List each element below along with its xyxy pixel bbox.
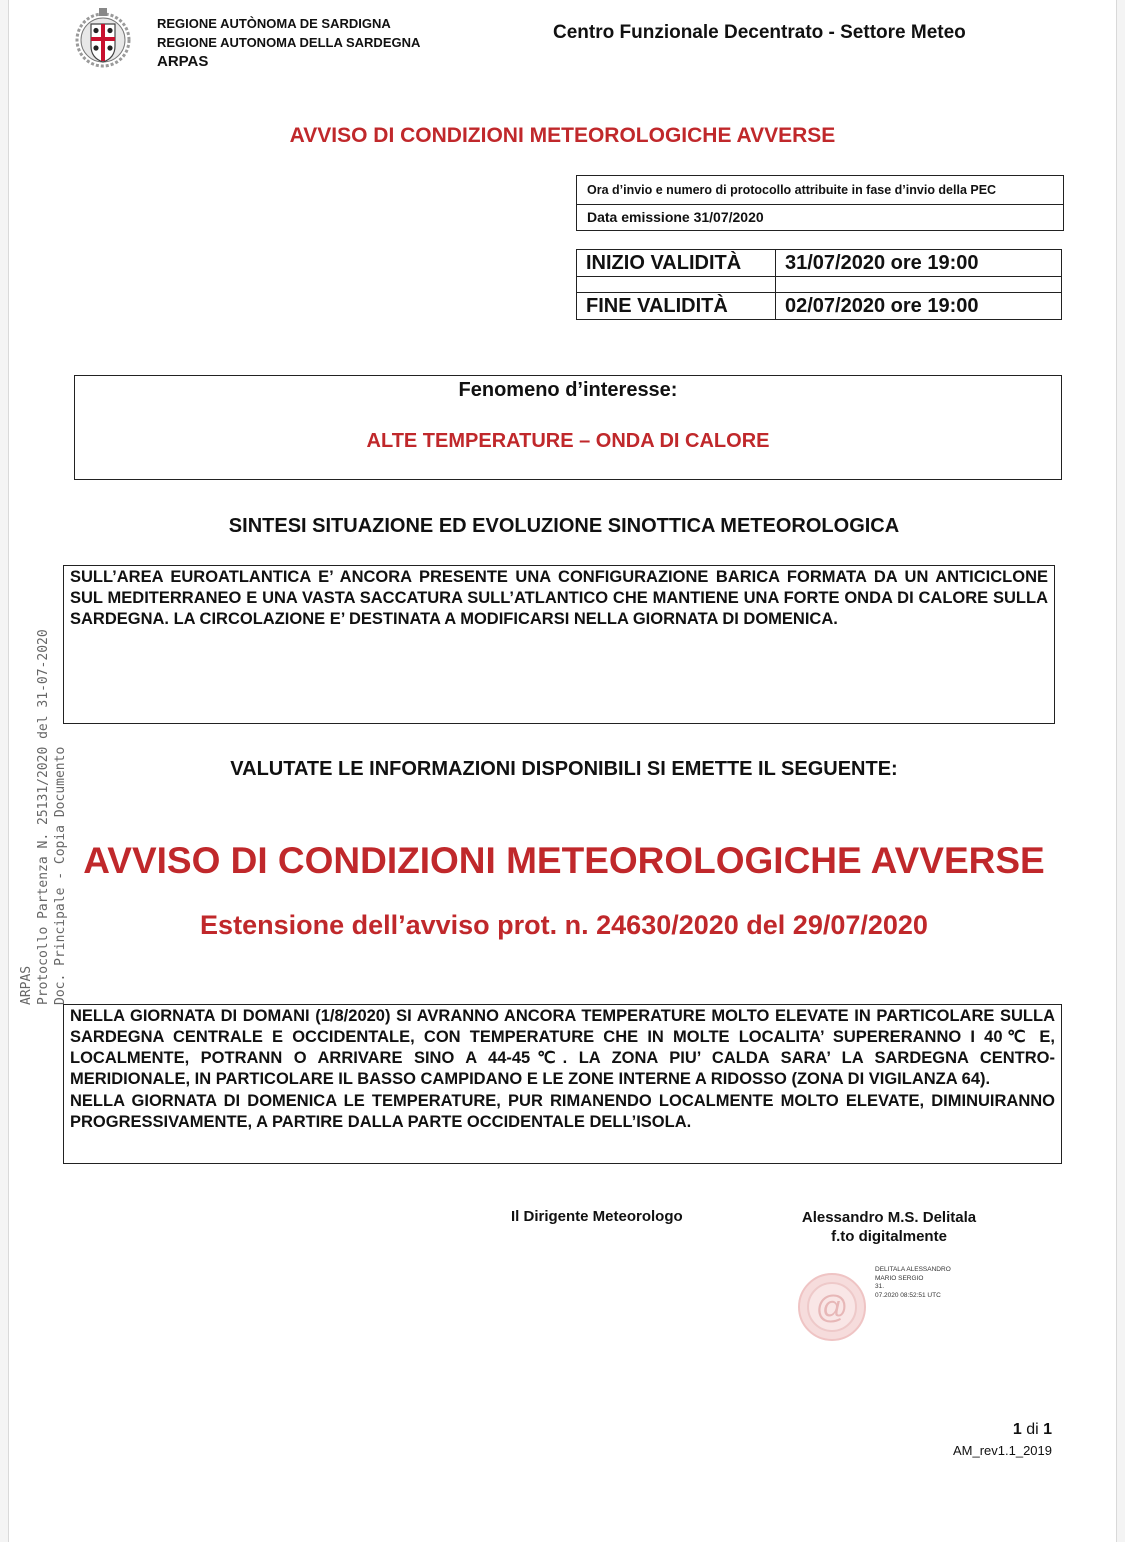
validity-end-row: [577, 293, 1062, 320]
page-number: [900, 1421, 1052, 1439]
digital-signature-line: 07.2020 08:52:51 UTC: [875, 1291, 941, 1299]
validity-start-value: 31/07/2020 ore 19:00: [776, 250, 1062, 277]
fenomeno-value: ALTE TEMPERATURE – ONDA DI CALORE: [366, 430, 770, 452]
validity-table: [576, 249, 1062, 320]
signer-note: f.to digitalmente: [831, 1228, 947, 1245]
stamp-line-2: Protocollo Partenza N. 25131/2020 del 31-07-2020: [36, 629, 51, 1005]
digital-signature-details: [875, 1266, 951, 1300]
validity-start-row: [577, 250, 1062, 277]
validity-spacer-cell: [776, 277, 1062, 293]
digital-signature-seal-icon: [797, 1272, 867, 1342]
avviso-box: [63, 1004, 1062, 1164]
org-line-italian: REGIONE AUTONOMA DELLA SARDEGNA: [157, 35, 421, 50]
sintesi-heading: SINTESI SITUAZIONE ED EVOLUZIONE SINOTTICA METEOROLOGICA: [228, 515, 900, 537]
sintesi-text: SULL’AREA EUROATLANTICA E’ ANCORA PRESENTE UNA CONFIGURAZIONE BARICA FORMATA DA UN ANTICICLONE SUL MEDITERRANEO E UNA VASTA SACCATURA SULL’ATLANTICO CHE MANTIENE UNA FORTE ONDA DI CALORE SULLA SARDEGNA. LA CIRCOLAZIONE E’ DESTINATA A MODIFICARSI NELLA GIORNATA DI DOMENICA.: [70, 568, 1048, 628]
avviso-paragraph-1: NELLA GIORNATA DI DOMANI (1/8/2020) SI AVRANNO ANCORA TEMPERATURE MOLTO ELEVATE IN PARTICOLARE SULLA SARDEGNA CENTRALE E OCCIDENTALE, CON TEMPERATURE CHE IN MOLTE LOCALITA’ SUPERERANNO I 40℃ E, LOCALMENTE, POTRANN O ARRIVARE SINO A 44-45℃. LA ZONA PIU’ CALDA SARA’ LA SARDEGNA CENTRO-MERIDIONALE, IN PARTICOLARE IL BASSO CAMPIDANO E LE ZONE INTERNE A RIDOSSO (ZONA DI VIGILANZA 64).: [70, 1007, 1055, 1088]
centro-funzionale-title: Centro Funzionale Decentrato - Settore Meteo: [553, 22, 966, 43]
avviso-paragraph-2: NELLA GIORNATA DI DOMENICA LE TEMPERATURE, PUR RIMANENDO LOCALMENTE MOLTO ELEVATE, DIMINUIRANNO PROGRESSIVAMENTE, A PARTIRE DALLA PARTE OCCIDENTALE DELL’ISOLA.: [70, 1092, 1055, 1131]
protocol-side-stamp: [18, 629, 69, 1005]
revision-code: AM_rev1.1_2019: [952, 1443, 1052, 1458]
stamp-line-1: ARPAS: [19, 965, 34, 1005]
validity-spacer-row: [577, 277, 1062, 293]
signer-block: [760, 1208, 1018, 1246]
svg-text:@: @: [815, 1289, 849, 1325]
regione-sardegna-crest-icon: [74, 6, 132, 74]
stamp-line-3: Doc. Principale - Copia Documento: [53, 746, 68, 1005]
valutate-heading: VALUTATE LE INFORMAZIONI DISPONIBILI SI EMETTE IL SEGUENTE:: [230, 758, 898, 780]
signer-role: Il Dirigente Meteorologo: [511, 1208, 683, 1225]
fenomeno-label: Fenomeno d’interesse:: [458, 379, 678, 401]
validity-end-label: FINE VALIDITÀ: [577, 293, 776, 320]
data-emissione: Data emissione 31/07/2020: [587, 209, 764, 225]
org-line-arpas: ARPAS: [157, 53, 209, 70]
digital-signature-line: DELITALA ALESSANDRO: [875, 1266, 951, 1273]
page-current: 1: [1012, 1421, 1022, 1438]
digital-signature-line: MARIO SERGIO: [875, 1274, 924, 1282]
document-title: AVVISO DI CONDIZIONI METEOROLOGICHE AVVERSE: [289, 124, 836, 147]
validity-end-value: 02/07/2020 ore 19:00: [776, 293, 1062, 320]
digital-signature-line: 31.: [875, 1283, 885, 1290]
emission-box: [576, 175, 1064, 231]
validity-spacer-cell: [577, 277, 776, 293]
avviso-subtitle: Estensione dell’avviso prot. n. 24630/2020 del 29/07/2020: [200, 910, 928, 940]
sintesi-box: [63, 565, 1055, 724]
org-line-sardo: REGIONE AUTÒNOMA DE SARDIGNA: [157, 16, 391, 31]
validity-start-label: INIZIO VALIDITÀ: [577, 250, 776, 277]
page-total: 1: [1043, 1421, 1052, 1438]
organization-block: [157, 14, 420, 71]
signer-name: Alessandro M.S. Delitala: [801, 1209, 977, 1226]
fenomeno-box: [74, 375, 1062, 480]
avviso-title: AVVISO DI CONDIZIONI METEOROLOGICHE AVVERSE: [83, 840, 1045, 881]
pec-note: Ora d’invio e numero di protocollo attribuite in fase d’invio della PEC: [577, 176, 1063, 205]
page-separator: di: [1026, 1421, 1039, 1438]
